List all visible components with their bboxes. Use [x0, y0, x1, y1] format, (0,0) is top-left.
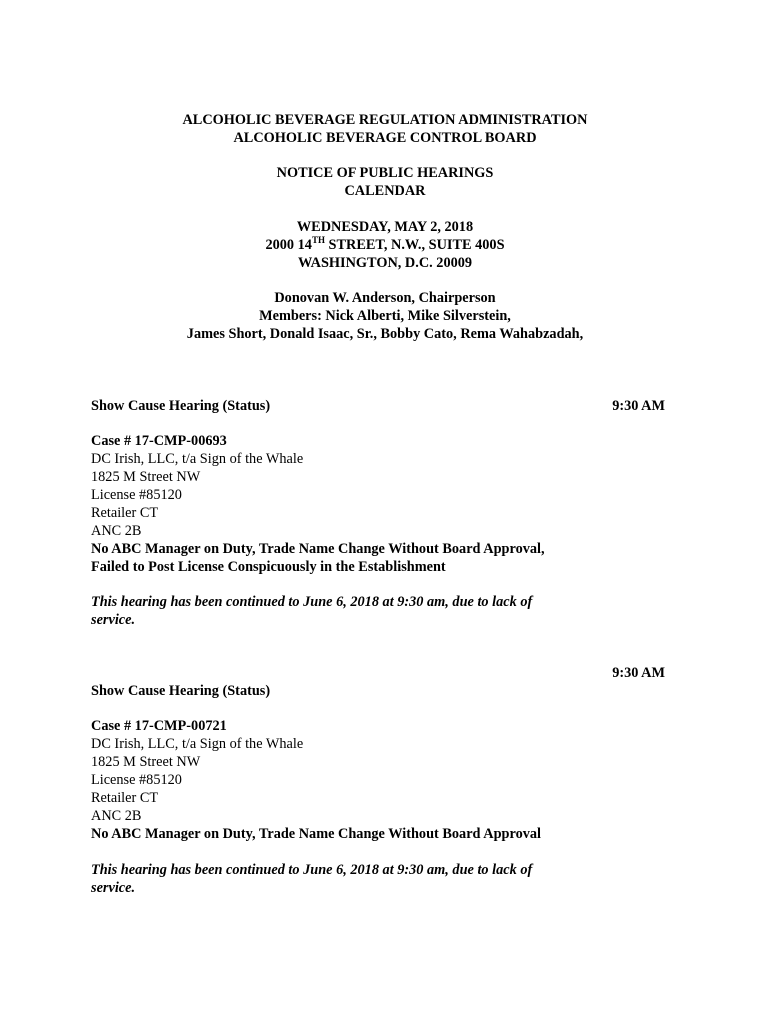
- address-street: STREET, N.W., SUITE 400S: [324, 237, 505, 253]
- hearing-2-type: Show Cause Hearing (Status): [91, 683, 271, 699]
- hearing-2-note-2: service.: [91, 880, 136, 896]
- hearing-1-type: Show Cause Hearing (Status): [91, 398, 271, 414]
- hearing-1-time: 9:30 AM: [612, 398, 665, 414]
- hearing-1-address: 1825 M Street NW: [91, 469, 201, 485]
- members-line-2: James Short, Donald Isaac, Sr., Bobby Cato, Rema Wahabzadah,: [186, 326, 584, 342]
- hearing-1-licensee: DC Irish, LLC, t/a Sign of the Whale: [91, 451, 304, 467]
- notice-title: NOTICE OF PUBLIC HEARINGS: [276, 165, 494, 181]
- members-line-1: Members: Nick Alberti, Mike Silverstein,: [259, 308, 511, 324]
- hearing-1-class: Retailer CT: [91, 505, 159, 521]
- agency-name: ALCOHOLIC BEVERAGE REGULATION ADMINISTRATION: [182, 112, 588, 128]
- calendar-title: CALENDAR: [344, 183, 426, 199]
- hearing-date: WEDNESDAY, MAY 2, 2018: [296, 219, 474, 235]
- address-superscript: TH: [311, 235, 325, 245]
- address-number: 2000 14: [265, 237, 312, 253]
- hearing-1-charges-2: Failed to Post License Conspicuously in the Establishment: [91, 559, 446, 575]
- hearing-2-class: Retailer CT: [91, 790, 159, 806]
- hearing-2-time: 9:30 AM: [612, 665, 665, 681]
- hearing-2-license: License #85120: [91, 772, 182, 788]
- hearing-2-address: 1825 M Street NW: [91, 754, 201, 770]
- board-name: ALCOHOLIC BEVERAGE CONTROL BOARD: [233, 130, 537, 146]
- hearing-2-anc: ANC 2B: [91, 808, 142, 824]
- hearing-2-case: Case # 17-CMP-00721: [91, 718, 227, 734]
- hearing-2-charges-1: No ABC Manager on Duty, Trade Name Change Without Board Approval: [91, 826, 542, 842]
- hearing-1-license: License #85120: [91, 487, 182, 503]
- hearing-1-charges-1: No ABC Manager on Duty, Trade Name Change Without Board Approval,: [91, 541, 545, 557]
- chairperson: Donovan W. Anderson, Chairperson: [274, 290, 496, 306]
- hearing-city: WASHINGTON, D.C. 20009: [297, 255, 473, 271]
- hearing-2-note-1: This hearing has been continued to June 6, 2018 at 9:30 am, due to lack of: [91, 862, 533, 878]
- hearing-1-note-1: This hearing has been continued to June 6, 2018 at 9:30 am, due to lack of: [91, 594, 533, 610]
- hearing-1-note-2: service.: [91, 612, 136, 628]
- hearing-1-anc: ANC 2B: [91, 523, 142, 539]
- hearing-2-licensee: DC Irish, LLC, t/a Sign of the Whale: [91, 736, 304, 752]
- hearing-address: [0, 236, 770, 254]
- hearing-1-case: Case # 17-CMP-00693: [91, 433, 227, 449]
